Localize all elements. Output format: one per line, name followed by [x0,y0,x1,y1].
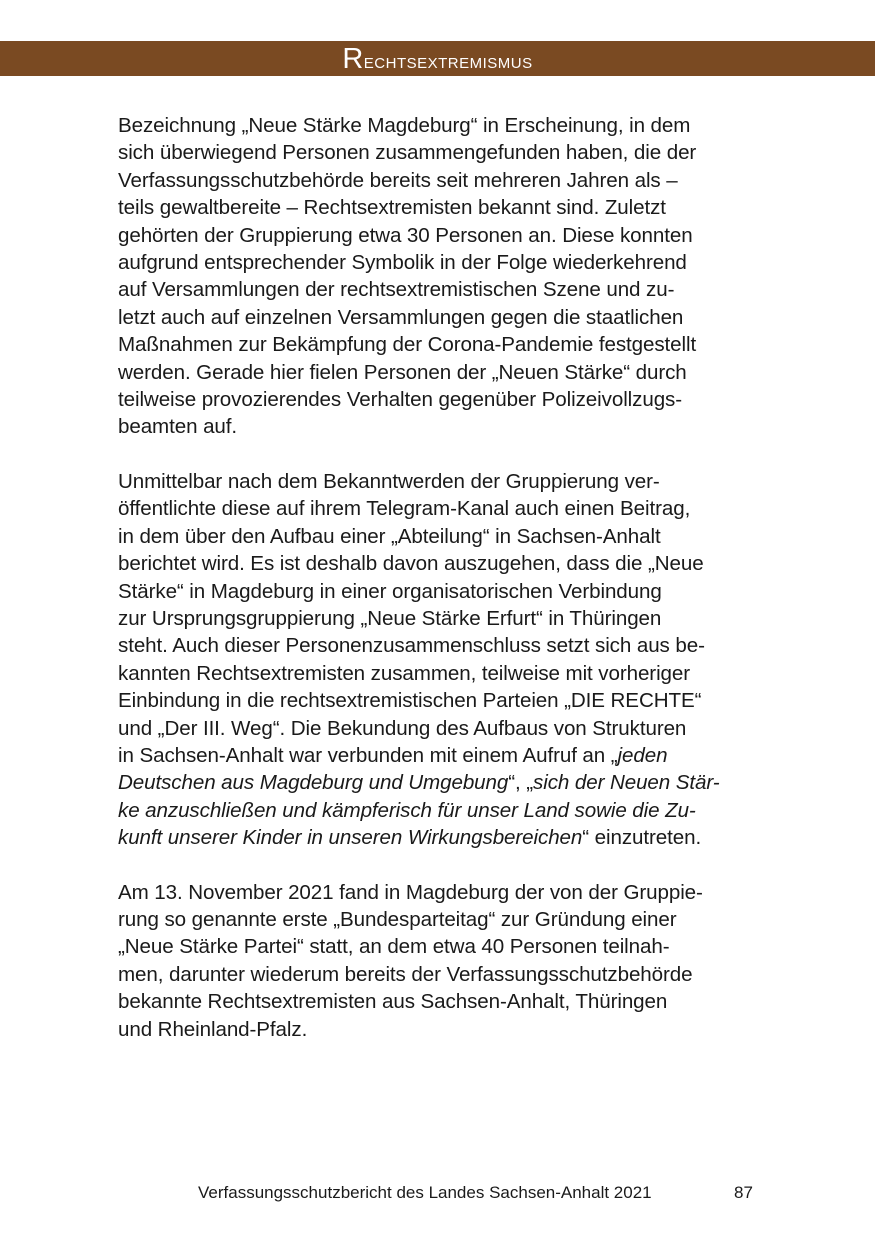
text-line: rung so genannte erste „Bundesparteitag“ zur Gründung einer [118,907,677,931]
text-line: gehörten der Gruppierung etwa 30 Personen an. Diese konnten [118,223,693,247]
text-line: sich überwiegend Personen zusammengefunden haben, die der [118,141,697,165]
text-line [118,742,758,769]
text-line: „Neue Stärke Partei“ statt, an dem etwa 40 Personen teilnah- [118,935,670,959]
text-line [118,824,758,851]
footer-publication-title: Verfassungsschutzbericht des Landes Sachsen-Anhalt 2021 [198,1183,652,1202]
text-line: Stärke“ in Magdeburg in einer organisatorischen Verbindung [118,579,662,603]
quote-italic: kunft unserer Kinder in unseren Wirkungsbereichen [118,826,583,850]
text-line: aufgrund entsprechender Symbolik in der Folge wiederkehrend [118,251,687,275]
text-span: “ einzutreten. [582,826,702,850]
text-line: Bezeichnung „Neue Stärke Magdeburg“ in Erscheinung, in dem [118,114,691,137]
text-span: “, „ [508,771,534,795]
text-line: beamten auf. [118,415,238,439]
text-line: bekannte Rechtsextremisten aus Sachsen-Anhalt, Thüringen [118,990,668,1014]
text-line: Maßnahmen zur Bekämpfung der Corona-Pandemie festgestellt [118,333,697,357]
quote-italic: jeden [617,743,668,767]
text-line: berichtet wird. Es ist deshalb davon auszugehen, dass die „Neue [118,552,704,576]
paragraph-3 [118,879,758,1043]
text-line [118,769,758,796]
quote-italic: Deutschen aus Magdeburg und Umgebung [118,771,509,795]
text-line: Unmittelbar nach dem Bekanntwerden der Gruppierung ver- [118,469,660,493]
text-line: kannten Rechtsextremisten zusammen, teilweise mit vorheriger [118,661,691,685]
section-title [0,42,875,76]
text-line: teils gewaltbereite – Rechtsextremisten bekannt sind. Zuletzt [118,196,666,220]
text-line: und Rheinland-Pfalz. [118,1017,308,1041]
section-title-initial: R [342,43,364,75]
quote-italic: ke anzuschließen und kämpferisch für unser Land sowie die Zu- [118,798,696,822]
text-line: steht. Auch dieser Personenzusammenschluss setzt sich aus be- [118,634,705,658]
paragraph-2 [118,468,758,852]
text-line: und „Der III. Weg“. Die Bekundung des Aufbaus von Strukturen [118,716,687,740]
text-line: auf Versammlungen der rechtsextremistischen Szene und zu- [118,278,675,302]
text-line: teilweise provozierendes Verhalten gegenüber Polizeivollzugs- [118,388,682,412]
text-line: in dem über den Aufbau einer „Abteilung“ in Sachsen-Anhalt [118,524,661,548]
text-line: Einbindung in die rechtsextremistischen Parteien „DIE RECHTE“ [118,689,702,713]
text-line: Verfassungsschutzbehörde bereits seit mehreren Jahren als – [118,168,678,192]
text-line: öffentlichte diese auf ihrem Telegram-Kanal auch einen Beitrag, [118,497,691,521]
text-span: in Sachsen-Anhalt war verbunden mit einem Aufruf an „ [118,743,618,767]
text-line: men, darunter wiederum bereits der Verfassungsschutzbehörde [118,962,693,986]
text-line: letzt auch auf einzelnen Versammlungen gegen die staatlichen [118,305,684,329]
text-line: zur Ursprungsgruppierung „Neue Stärke Erfurt“ in Thüringen [118,606,662,630]
body-text [118,112,758,1070]
text-line: werden. Gerade hier fielen Personen der „Neuen Stärke“ durch [118,360,687,384]
text-line: Am 13. November 2021 fand in Magdeburg der von der Gruppie- [118,880,703,904]
quote-italic: sich der Neuen Stär- [533,771,720,795]
paragraph-1 [118,112,758,441]
text-line [118,797,758,824]
section-title-rest: echtsextremismus [363,48,533,73]
page-number: 87 [734,1183,753,1202]
